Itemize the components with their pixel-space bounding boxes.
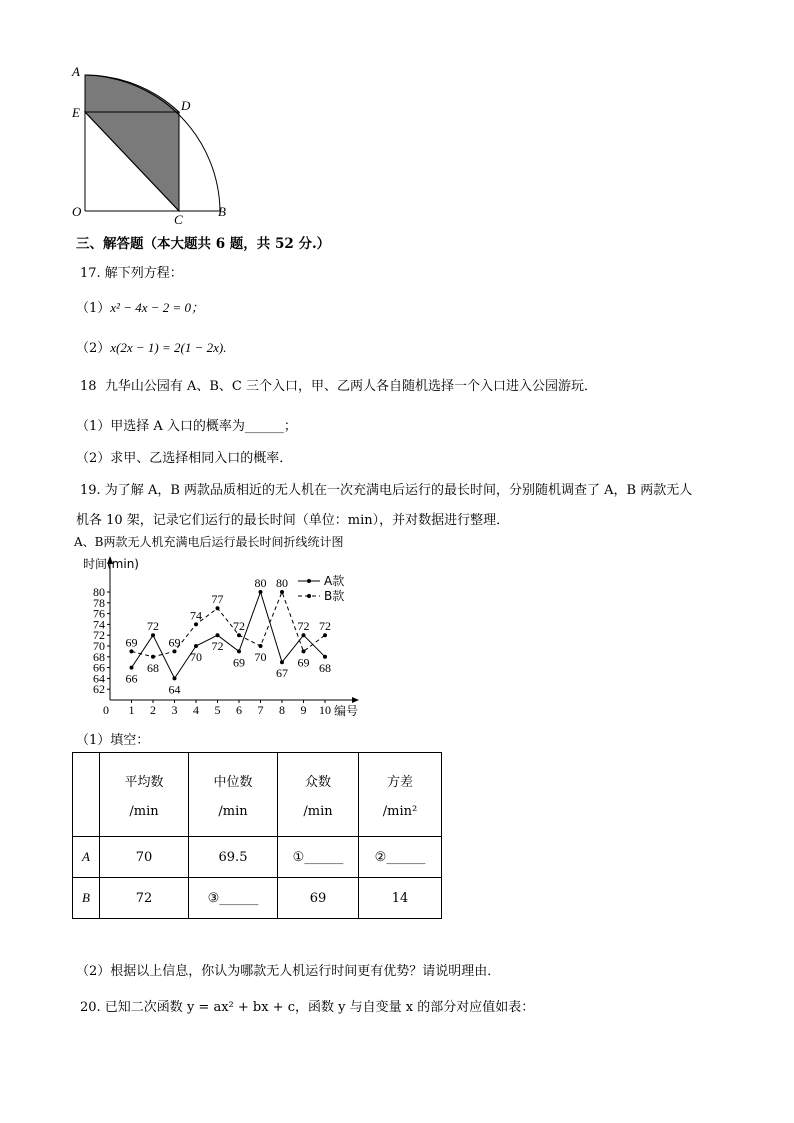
point-label-B: B — [218, 204, 226, 219]
header-mode-unit: /min — [303, 803, 333, 819]
geometry-figure — [60, 60, 250, 230]
table-cell: 69.5 — [189, 837, 278, 878]
legend-label-a: A款 — [324, 574, 345, 588]
y-tick-label: 64 — [93, 671, 105, 686]
header-median-label: 中位数 — [213, 774, 253, 790]
q17-part1-number: （1） — [76, 301, 111, 316]
point-label-C: C — [174, 212, 183, 227]
x-tick-label: 10 — [319, 703, 331, 717]
q17-part1-equation: x² − 4x − 2 = 0； — [110, 300, 205, 315]
row-label: A — [73, 837, 100, 878]
q20-stem: 20. 已知二次函数 y = ax² + bx + c，函数 y 与自变量 x 的部分对应值如表： — [80, 1000, 535, 1015]
data-point-a — [259, 590, 263, 594]
data-label-b: 72 — [233, 619, 245, 634]
legend-marker-a — [307, 579, 311, 583]
header-mean-label: 平均数 — [124, 774, 164, 790]
series-line-b — [132, 592, 326, 657]
y-axis-label: 时间(min) — [83, 557, 139, 571]
data-point-b — [173, 649, 177, 653]
header-mode — [278, 753, 359, 837]
data-point-b — [259, 644, 263, 648]
header-median-unit: /min — [218, 803, 248, 819]
data-point-b — [151, 655, 155, 659]
table-cell: 72 — [100, 878, 189, 919]
y-tick-label: 62 — [93, 682, 105, 697]
y-tick-label: 66 — [93, 660, 105, 675]
point-label-E: E — [72, 105, 80, 120]
q19-part2: （2）根据以上信息，你认为哪款无人机运行时间更有优势？请说明理由． — [76, 964, 501, 979]
header-median — [189, 753, 278, 837]
shaded-sector-region — [85, 75, 179, 112]
data-label-a: 70 — [190, 650, 202, 664]
x-tick-label: 1 — [128, 703, 135, 717]
x-tick-label: 8 — [279, 703, 285, 717]
data-point-b — [280, 590, 284, 594]
data-label-a: 67 — [276, 666, 288, 681]
data-point-a — [237, 649, 241, 653]
x-tick-label: 4 — [193, 703, 199, 717]
table-cell: ③______ — [189, 878, 278, 919]
y-tick-label: 76 — [93, 606, 105, 621]
data-point-b — [130, 649, 134, 653]
y-tick-label: 78 — [93, 595, 105, 610]
data-point-a — [151, 633, 155, 637]
table-cell: ②______ — [359, 837, 442, 878]
table-cell: 14 — [359, 878, 442, 919]
line-chart — [80, 552, 380, 722]
q18-part1: （1）甲选择 A 入口的概率为______； — [76, 419, 297, 434]
data-point-a — [302, 633, 306, 637]
table-header-row — [73, 753, 442, 837]
x-tick-label: 5 — [214, 703, 221, 717]
x-tick-label: 2 — [150, 703, 156, 717]
table-row — [73, 878, 442, 919]
data-point-a — [194, 644, 198, 648]
data-label-b: 69 — [125, 635, 138, 650]
data-label-a: 64 — [168, 682, 181, 697]
data-point-a — [323, 655, 327, 659]
data-label-a: 72 — [147, 619, 159, 634]
x-tick-label: 3 — [171, 703, 178, 717]
q17-part1 — [76, 297, 204, 316]
data-point-b — [323, 633, 327, 637]
data-label-a: 69 — [233, 655, 245, 670]
point-label-D: D — [181, 98, 191, 113]
header-mean-unit: /min — [129, 803, 159, 819]
q17-stem: 17. 解下列方程： — [80, 266, 183, 281]
q18-part2: （2）求甲、乙选择相同入口的概率． — [76, 451, 293, 466]
header-mode-label: 众数 — [304, 774, 331, 790]
data-point-a — [280, 660, 284, 664]
data-label-b: 68 — [147, 660, 159, 675]
point-label-A: A — [72, 64, 80, 79]
q18-number: 18 — [80, 379, 97, 394]
data-label-b: 70 — [254, 650, 267, 664]
data-label-a: 72 — [297, 619, 310, 634]
x-tick-label: 9 — [300, 703, 307, 717]
data-point-a — [216, 633, 220, 637]
legend-label-b: B款 — [324, 589, 345, 603]
stats-table — [72, 752, 442, 919]
q17-part2-equation: x(2x − 1) = 2(1 − 2x). — [110, 340, 227, 355]
series-line-a — [132, 592, 326, 681]
section-heading: 三、解答题（本大题共 6 题，共 52 分.） — [76, 236, 331, 252]
header-corner-cell — [73, 753, 100, 837]
data-label-b: 69 — [297, 655, 310, 670]
x-tick-label: 0 — [103, 703, 109, 717]
header-mean — [100, 753, 189, 837]
data-label-a: 80 — [254, 576, 267, 590]
point-label-O: O — [72, 204, 82, 219]
y-tick-label: 70 — [93, 639, 105, 653]
header-variance-unit: /min² — [382, 803, 418, 819]
table-cell: ①______ — [278, 837, 359, 878]
data-point-a — [173, 676, 177, 680]
legend-marker-b — [307, 594, 311, 598]
y-tick-label: 68 — [93, 649, 105, 664]
x-axis-arrow — [352, 697, 359, 703]
row-label: B — [73, 878, 100, 919]
q17-part2 — [76, 337, 226, 356]
data-point-b — [216, 606, 220, 610]
data-label-a: 68 — [319, 660, 331, 675]
table-row — [73, 837, 442, 878]
data-label-b: 72 — [319, 619, 331, 634]
y-tick-label: 72 — [93, 628, 105, 643]
data-label-b: 77 — [211, 592, 224, 607]
data-label-b: 69 — [168, 635, 181, 650]
data-label-a: 66 — [125, 671, 138, 686]
table-cell: 69 — [278, 878, 359, 919]
header-variance — [359, 753, 442, 837]
header-variance-label: 方差 — [386, 774, 413, 790]
y-tick-label: 74 — [93, 617, 105, 632]
q17-part2-number: （2） — [76, 341, 111, 356]
data-label-b: 74 — [190, 608, 202, 623]
q18-text: 九华山公园有 A、B、C 三个入口，甲、乙两人各自随机选择一个入口进入公园游玩． — [104, 379, 597, 394]
q19-line1: 19. 为了解 A，B 两款品质相近的无人机在一次充满电后运行的最长时间，分别随机调查了 A，B 两款无人 — [80, 483, 693, 498]
data-point-b — [237, 633, 241, 637]
data-point-a — [130, 666, 134, 670]
q18-stem — [80, 375, 597, 394]
data-point-b — [302, 649, 306, 653]
table-cell: 70 — [100, 837, 189, 878]
x-tick-label: 6 — [236, 703, 242, 717]
chart-title: A、B两款无人机充满电后运行最长时间折线统计图 — [74, 535, 344, 549]
y-tick-label: 80 — [93, 585, 105, 599]
data-point-b — [194, 622, 198, 626]
q19-line2: 机各 10 架，记录它们运行的最长时间（单位：min），并对数据进行整理． — [76, 513, 510, 528]
x-tick-label: 7 — [257, 703, 264, 717]
data-label-b: 80 — [276, 576, 288, 590]
data-label-a: 72 — [211, 639, 224, 654]
x-axis-label: 编号 — [334, 704, 359, 718]
q19-part1: （1）填空： — [76, 733, 150, 748]
